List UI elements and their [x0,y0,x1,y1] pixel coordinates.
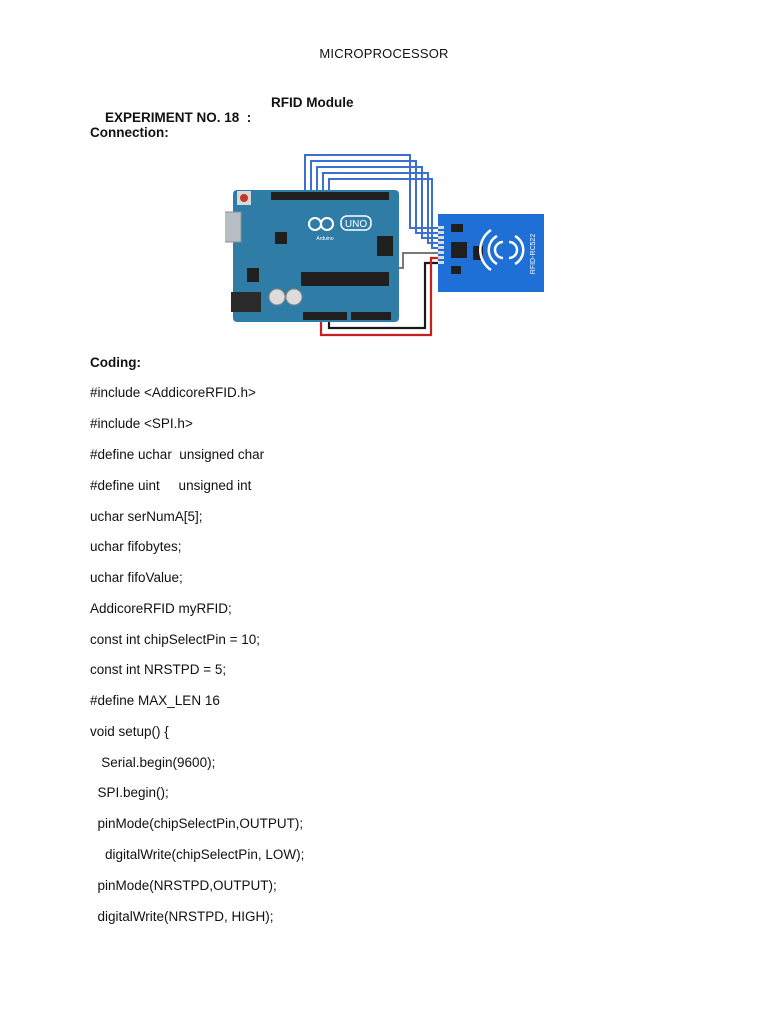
coding-label: Coding: [90,355,141,370]
rfid-module [438,214,544,292]
board-brand-text: Arduino [316,236,334,242]
code-line: Serial.begin(9600); [90,755,216,770]
code-line: pinMode(chipSelectPin,OUTPUT); [90,816,304,831]
board-logo-text: UNO [344,219,368,230]
code-line: void setup() { [90,724,169,739]
code-line: digitalWrite(chipSelectPin, LOW); [90,847,305,862]
code-line: uchar fifobytes; [90,539,182,554]
rfid-label-text: RFID-RC522 [530,233,537,275]
connection-diagram [225,150,555,340]
code-line: uchar serNumA[5]; [90,509,203,524]
code-line: #include <AddicoreRFID.h> [90,385,256,400]
code-line: digitalWrite(NRSTPD, HIGH); [90,909,274,924]
code-line: AddicoreRFID myRFID; [90,601,232,616]
code-line: const int NRSTPD = 5; [90,662,227,677]
code-line: #define MAX_LEN 16 [90,693,220,708]
experiment-title: RFID Module [271,95,354,110]
code-line: #define uint unsigned int [90,478,252,493]
code-line: const int chipSelectPin = 10; [90,632,260,647]
code-line: #define uchar unsigned char [90,447,265,462]
code-line: pinMode(NRSTPD,OUTPUT); [90,878,277,893]
connection-label: Connection: [90,125,169,140]
page-header: MICROPROCESSOR [319,46,449,61]
code-line: SPI.begin(); [90,785,169,800]
code-line: uchar fifoValue; [90,570,183,585]
arduino-board [225,190,399,322]
code-line: #include <SPI.h> [90,416,193,431]
experiment-number: EXPERIMENT NO. 18 : [105,110,252,125]
